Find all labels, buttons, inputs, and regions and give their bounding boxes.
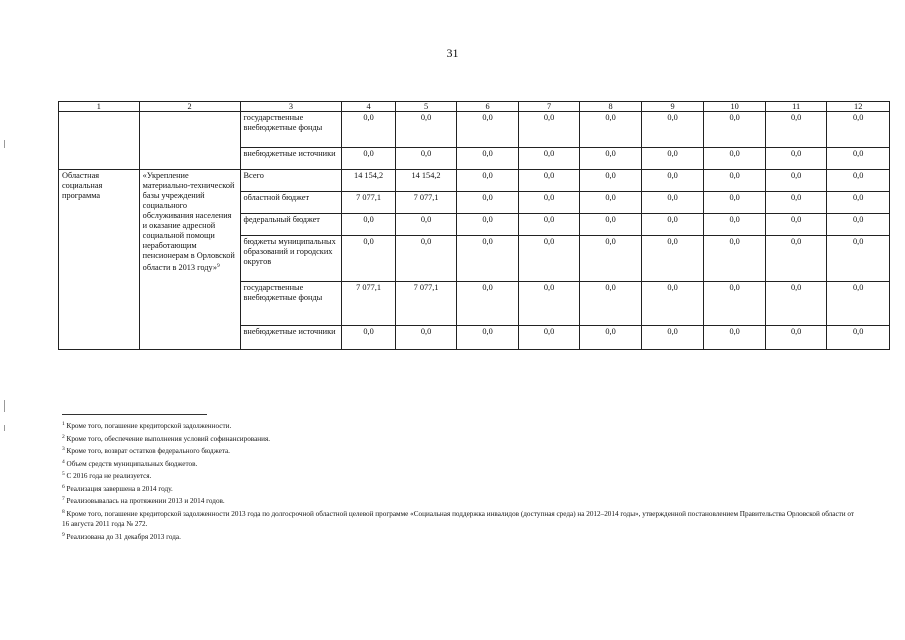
footnote-text: Реализовывалась на протяжении 2013 и 2014 годов. — [64, 497, 225, 505]
value-cell: 0,0 — [765, 282, 827, 326]
footnotes — [62, 419, 862, 542]
value-cell: 14 154,2 — [395, 170, 457, 192]
value-cell: 0,0 — [704, 236, 766, 282]
footnote-text: Кроме того, возврат остатков федерального бюджета. — [64, 447, 230, 455]
value-cell: 0,0 — [765, 326, 827, 350]
value-cell: 0,0 — [827, 192, 890, 214]
value-cell: 0,0 — [704, 170, 766, 192]
footnote-item — [62, 530, 862, 543]
footnote-text: Кроме того, погашение кредиторской задолженности 2013 года по долгосрочной областной целевой программе «Социальная поддержка инвалидов (доступная среда) на 2012–2014 годы», утвержденной постановлением Правительства Орловской области от 16 августа 2011 года № 272. — [62, 509, 855, 528]
value-cell: 0,0 — [580, 112, 642, 148]
value-cell: 0,0 — [765, 192, 827, 214]
value-cell: 0,0 — [704, 214, 766, 236]
value-cell: 0,0 — [704, 282, 766, 326]
value-cell: 0,0 — [457, 236, 519, 282]
footnote-text: Кроме того, обеспечение выполнения условий софинансирования. — [64, 434, 271, 443]
footnote-item — [62, 507, 862, 530]
funding-source-cell: бюджеты муниципальных образований и городских округов — [240, 236, 342, 282]
value-cell: 7 077,1 — [342, 282, 395, 326]
value-cell: 0,0 — [580, 192, 642, 214]
footnote-number: 1 — [62, 421, 65, 427]
value-cell: 0,0 — [395, 148, 457, 170]
value-cell: 0,0 — [827, 326, 890, 350]
value-cell: 0,0 — [641, 192, 704, 214]
footnote-number: 9 — [62, 531, 65, 538]
column-number-cell: 6 — [457, 102, 519, 112]
program-status-cell: Областная социальная программа — [59, 170, 140, 350]
footnote-item — [62, 432, 862, 445]
value-cell: 0,0 — [518, 236, 580, 282]
value-cell: 0,0 — [457, 282, 519, 326]
value-cell: 0,0 — [580, 148, 642, 170]
value-cell: 0,0 — [641, 236, 704, 282]
column-number-cell: 10 — [704, 102, 766, 112]
footnote-item — [62, 444, 862, 457]
value-cell: 0,0 — [704, 192, 766, 214]
funding-source-cell: внебюджетные источники — [240, 148, 342, 170]
column-number-row — [59, 102, 890, 112]
value-cell: 7 077,1 — [395, 282, 457, 326]
value-cell: 0,0 — [765, 214, 827, 236]
footnote-separator — [62, 414, 207, 415]
footnote-number: 3 — [62, 446, 65, 452]
footnote-text: Кроме того, погашение кредиторской задолженности. — [64, 422, 232, 430]
value-cell: 0,0 — [395, 326, 457, 350]
value-cell: 0,0 — [342, 112, 395, 148]
footnote-number: 8 — [62, 508, 65, 515]
footnote-text: Реализована до 31 декабря 2013 года. — [64, 532, 181, 541]
column-number-cell: 7 — [518, 102, 580, 112]
value-cell: 0,0 — [457, 148, 519, 170]
column-number-cell: 11 — [765, 102, 827, 112]
value-cell: 0,0 — [580, 282, 642, 326]
value-cell: 0,0 — [704, 112, 766, 148]
footnote-reference: 9 — [216, 263, 220, 269]
page-number: 31 — [446, 46, 459, 60]
program-name-cell: «Укрепление материально-технической базы учреждений социального обслуживания населения и оказание адресной социальной помощи неработающим пенсионерам в Орловской области в 2013 году»$^9$ — [139, 170, 240, 350]
column-number-cell: 4 — [342, 102, 395, 112]
value-cell: 0,0 — [518, 170, 580, 192]
funding-source-cell: областной бюджет — [240, 192, 342, 214]
footnote-number: 6 — [62, 483, 65, 490]
value-cell: 0,0 — [395, 236, 457, 282]
footnote-text: С 2016 года не реализуется. — [64, 472, 152, 480]
value-cell: 0,0 — [827, 112, 890, 148]
value-cell: 0,0 — [641, 214, 704, 236]
column-number-cell: 8 — [580, 102, 642, 112]
value-cell: 0,0 — [518, 148, 580, 170]
value-cell: 0,0 — [342, 214, 395, 236]
status-cell-empty — [59, 112, 140, 170]
value-cell: 0,0 — [580, 170, 642, 192]
scan-mark — [4, 140, 5, 148]
footnote-number: 2 — [62, 433, 65, 440]
footnote-item — [62, 457, 862, 470]
table-row — [59, 112, 890, 148]
value-cell: 0,0 — [457, 192, 519, 214]
funding-source-cell: государственные внебюджетные фонды — [240, 282, 342, 326]
value-cell: 0,0 — [641, 282, 704, 326]
value-cell: 0,0 — [457, 214, 519, 236]
footnote-text: Реализация завершена в 2014 году. — [64, 484, 173, 493]
value-cell: 0,0 — [641, 112, 704, 148]
funding-source-cell: государственные внебюджетные фонды — [240, 112, 342, 148]
column-number-cell: 2 — [139, 102, 240, 112]
value-cell: 0,0 — [827, 170, 890, 192]
value-cell: 0,0 — [580, 326, 642, 350]
value-cell: 0,0 — [704, 326, 766, 350]
footnote-number: 7 — [62, 496, 65, 502]
value-cell: 0,0 — [580, 214, 642, 236]
value-cell: 0,0 — [457, 326, 519, 350]
value-cell: 0,0 — [827, 282, 890, 326]
value-cell: 0,0 — [518, 214, 580, 236]
value-cell: 0,0 — [827, 236, 890, 282]
value-cell: 0,0 — [395, 112, 457, 148]
column-number-cell: 9 — [641, 102, 704, 112]
table-row — [59, 170, 890, 192]
footnote-text: Объем средств муниципальных бюджетов. — [64, 459, 198, 468]
funding-source-cell: федеральный бюджет — [240, 214, 342, 236]
scan-mark — [4, 400, 5, 412]
funding-source-cell: Всего — [240, 170, 342, 192]
funding-source-cell: внебюджетные источники — [240, 326, 342, 350]
footnote-item — [62, 419, 862, 432]
value-cell: 0,0 — [765, 236, 827, 282]
footnote-number: 4 — [62, 458, 65, 465]
value-cell: 0,0 — [342, 148, 395, 170]
value-cell: 0,0 — [765, 112, 827, 148]
value-cell: 0,0 — [518, 326, 580, 350]
value-cell: 0,0 — [395, 214, 457, 236]
value-cell: 0,0 — [518, 192, 580, 214]
value-cell: 0,0 — [827, 148, 890, 170]
column-number-cell: 3 — [240, 102, 342, 112]
value-cell: 0,0 — [641, 326, 704, 350]
value-cell: 0,0 — [704, 148, 766, 170]
footnote-item — [62, 469, 862, 482]
value-cell: 0,0 — [827, 214, 890, 236]
program-funding-table — [58, 101, 890, 350]
value-cell: 0,0 — [518, 112, 580, 148]
value-cell: 0,0 — [457, 170, 519, 192]
footnote-number: 5 — [62, 471, 65, 477]
footnote-item — [62, 482, 862, 495]
table-body — [59, 102, 890, 350]
value-cell: 0,0 — [518, 282, 580, 326]
value-cell: 0,0 — [342, 326, 395, 350]
scan-mark — [4, 425, 5, 431]
name-cell-empty — [139, 112, 240, 170]
column-number-cell: 5 — [395, 102, 457, 112]
column-number-cell: 12 — [827, 102, 890, 112]
value-cell: 14 154,2 — [342, 170, 395, 192]
value-cell: 0,0 — [641, 170, 704, 192]
value-cell: 0,0 — [765, 170, 827, 192]
value-cell: 0,0 — [580, 236, 642, 282]
value-cell: 7 077,1 — [395, 192, 457, 214]
value-cell: 7 077,1 — [342, 192, 395, 214]
footnote-item — [62, 494, 862, 507]
value-cell: 0,0 — [342, 236, 395, 282]
value-cell: 0,0 — [765, 148, 827, 170]
column-number-cell: 1 — [59, 102, 140, 112]
value-cell: 0,0 — [457, 112, 519, 148]
value-cell: 0,0 — [641, 148, 704, 170]
